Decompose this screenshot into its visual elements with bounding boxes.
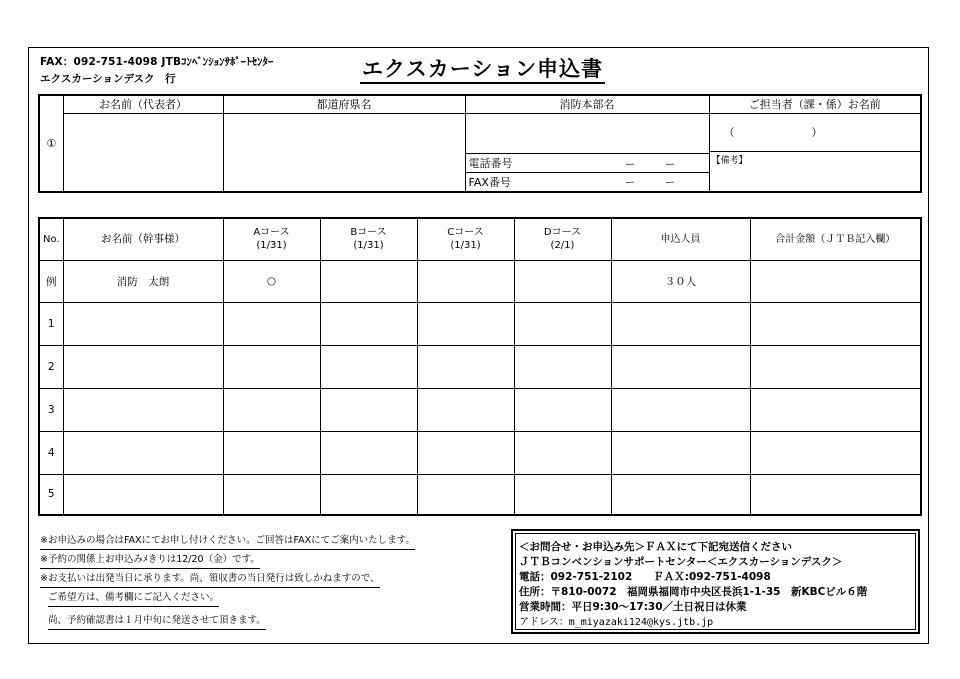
name-cell[interactable] bbox=[63, 431, 223, 474]
example-name: 消防 太朗 bbox=[63, 260, 223, 302]
note-line: 尚、予約確認書は１月中旬に発送させて頂きます。 bbox=[48, 612, 266, 630]
example-no: 例 bbox=[39, 260, 63, 302]
row-marker: ① bbox=[39, 95, 63, 192]
fire-dept-cell bbox=[465, 113, 709, 192]
page-title: エクスカーション申込書 bbox=[360, 56, 605, 84]
course-c-cell[interactable] bbox=[417, 431, 514, 474]
course-c-cell[interactable] bbox=[417, 474, 514, 515]
contact-phone-fax: 電話：092-751-2102 ＦＡＸ:092-751-4098 bbox=[519, 571, 771, 583]
example-course-d bbox=[514, 260, 611, 302]
col-name-header: お名前（代表者） bbox=[63, 95, 223, 113]
course-d-cell[interactable] bbox=[514, 388, 611, 431]
contact-cell bbox=[709, 113, 921, 192]
notes bbox=[40, 532, 415, 631]
phone-input[interactable]: ー ー bbox=[587, 154, 709, 173]
people-cell[interactable] bbox=[611, 345, 750, 388]
example-course-c bbox=[417, 260, 514, 302]
row-number: 2 bbox=[39, 345, 63, 388]
contact-email[interactable]: アドレス：m_miyazaki124@kys.jtb.jp bbox=[519, 617, 714, 628]
fax-header: FAX：092-751-4098 JTBｺﾝﾍﾞﾝｼｮﾝｻﾎﾟｰﾄｾﾝﾀｰ bbox=[40, 56, 274, 68]
col-prefecture-header: 都道府県名 bbox=[223, 95, 465, 113]
applicant-table bbox=[38, 94, 922, 193]
row-number: 3 bbox=[39, 388, 63, 431]
course-a-cell[interactable] bbox=[223, 345, 320, 388]
example-course-a: ○ bbox=[223, 260, 320, 302]
note-line: ※予約の関係上お申込みﾒきりは12/20（金）です。 bbox=[40, 551, 260, 569]
header-name: お名前（幹事様） bbox=[63, 218, 223, 260]
table-row bbox=[39, 431, 921, 474]
course-a-cell[interactable] bbox=[223, 302, 320, 345]
row-number: 4 bbox=[39, 431, 63, 474]
table-row bbox=[39, 345, 921, 388]
course-b-cell[interactable] bbox=[320, 345, 417, 388]
col-fire-dept-header: 消防本部名 bbox=[465, 95, 709, 113]
example-total bbox=[750, 260, 921, 302]
course-c-cell[interactable] bbox=[417, 345, 514, 388]
row-number: 1 bbox=[39, 302, 63, 345]
phone-label: 電話番号 bbox=[466, 154, 588, 173]
contact-line-2: ＪＴＢコンベンションサポートセンター＜エクスカーションデスク＞ bbox=[519, 556, 843, 568]
name-cell[interactable] bbox=[63, 474, 223, 515]
header-course-a: Aコース (1/31) bbox=[223, 218, 320, 260]
note-line: ※お申込みの場合はFAXにてお申し付けください。ご回答はFAXにてご案内いたします。 bbox=[40, 532, 415, 550]
header-people: 申込人員 bbox=[611, 218, 750, 260]
name-cell[interactable] bbox=[63, 302, 223, 345]
example-row bbox=[39, 260, 921, 302]
example-people: ３０人 bbox=[611, 260, 750, 302]
course-d-cell[interactable] bbox=[514, 431, 611, 474]
header-course-d: Dコース (2/1) bbox=[514, 218, 611, 260]
contact-box bbox=[511, 529, 920, 634]
people-cell[interactable] bbox=[611, 302, 750, 345]
course-c-cell[interactable] bbox=[417, 388, 514, 431]
people-cell[interactable] bbox=[611, 474, 750, 515]
course-b-cell[interactable] bbox=[320, 388, 417, 431]
note-line: ご希望方は、備考欄にご記入ください。 bbox=[48, 589, 219, 607]
prefecture-input-cell[interactable] bbox=[223, 113, 465, 192]
contact-address: 住所：〒810-0072 福岡県福岡市中央区長浜1-1-35 新KBCビル６階 bbox=[519, 586, 868, 598]
course-c-cell[interactable] bbox=[417, 302, 514, 345]
course-b-cell[interactable] bbox=[320, 302, 417, 345]
example-course-b bbox=[320, 260, 417, 302]
contact-input[interactable]: （ ） bbox=[723, 126, 823, 140]
table-header-row bbox=[39, 218, 921, 260]
course-d-cell[interactable] bbox=[514, 474, 611, 515]
note-line: ※お支払いは出発当日に承ります。尚、領収書の当日発行は致しかねますので、 bbox=[40, 570, 380, 588]
course-b-cell[interactable] bbox=[320, 431, 417, 474]
total-cell[interactable] bbox=[750, 302, 921, 345]
course-a-cell[interactable] bbox=[223, 388, 320, 431]
course-d-cell[interactable] bbox=[514, 302, 611, 345]
people-cell[interactable] bbox=[611, 388, 750, 431]
desk-header: エクスカーションデスク 行 bbox=[40, 73, 176, 85]
participants-table bbox=[38, 217, 922, 516]
name-cell[interactable] bbox=[63, 388, 223, 431]
name-cell[interactable] bbox=[63, 345, 223, 388]
people-cell[interactable] bbox=[611, 431, 750, 474]
col-contact-header: ご担当者（課・係）お名前 bbox=[709, 95, 921, 113]
table-row bbox=[39, 388, 921, 431]
remarks-label[interactable]: 【備考】 bbox=[710, 152, 921, 191]
header-course-b: Bコース (1/31) bbox=[320, 218, 417, 260]
total-cell[interactable] bbox=[750, 388, 921, 431]
header-total: 合計金額（ＪＴＢ記入欄） bbox=[750, 218, 921, 260]
table-row bbox=[39, 302, 921, 345]
fire-dept-input[interactable] bbox=[466, 114, 709, 154]
course-b-cell[interactable] bbox=[320, 474, 417, 515]
fax-input[interactable]: ー ー bbox=[587, 173, 709, 191]
name-input-cell[interactable] bbox=[63, 113, 223, 192]
course-a-cell[interactable] bbox=[223, 431, 320, 474]
table-row bbox=[39, 474, 921, 515]
total-cell[interactable] bbox=[750, 474, 921, 515]
total-cell[interactable] bbox=[750, 345, 921, 388]
total-cell[interactable] bbox=[750, 431, 921, 474]
fax-label: FAX番号 bbox=[466, 173, 588, 191]
row-number: 5 bbox=[39, 474, 63, 515]
header-course-c: Cコース (1/31) bbox=[417, 218, 514, 260]
course-d-cell[interactable] bbox=[514, 345, 611, 388]
header-no: No. bbox=[39, 218, 63, 260]
contact-line-1: ＜お問合せ・お申込み先＞ＦＡＸにて下記宛送信ください bbox=[519, 541, 792, 553]
course-a-cell[interactable] bbox=[223, 474, 320, 515]
contact-hours: 営業時間：平日9:30～17:30／土日祝日は休業 bbox=[519, 601, 747, 613]
